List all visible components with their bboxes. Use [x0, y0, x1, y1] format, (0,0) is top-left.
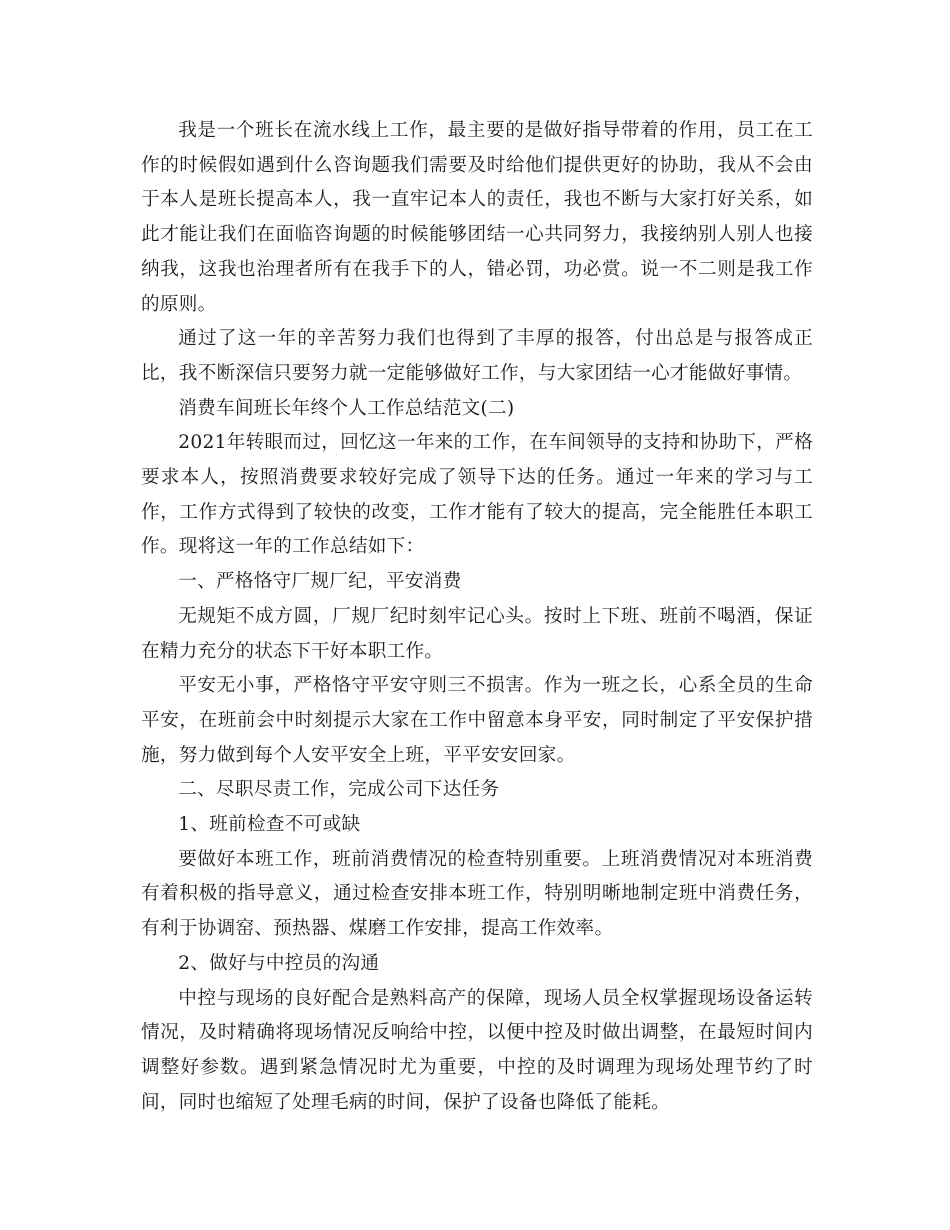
document-body	[141, 114, 813, 1120]
subheading-pre-shift-check: 1、班前检查不可或缺	[178, 814, 361, 836]
paragraph-result: 通过了这一年的辛苦努力我们也得到了丰厚的报答，付出总是与报答成正比，我不断深信只要努力就一定能够做好工作，与大家团结一心才能做好事情。	[141, 328, 813, 384]
paragraph-rules: 无规矩不成方圆，厂规厂纪时刻牢记心头。按时上下班、班前不喝酒，保证在精力充分的状态下干好本职工作。	[141, 605, 813, 662]
paragraph-intro: 我是一个班长在流水线上工作，最主要的是做好指导带着的作用，员工在工作的时候假如遇到什么咨询题我们需要及时给他们提供更好的协助，我从不会由于本人是班长提高本人，我一直牢记本人的责任，我也不断与大家打好关系，如此才能让我们在面临咨询题的时候能够团结一心共同努力，我接纳别人别人也接纳我，这我也治理者所有在我手下的人，错必罚，功必赏。说一不二则是我工作的原则。	[141, 120, 813, 315]
paragraph-communication: 中控与现场的良好配合是熟料高产的保障，现场人员全权掌握现场设备运转情况，及时精确将现场情况反响给中控，以便中控及时做出调整，在最短时间内调整好参数。遇到紧急情况时尤为重要，中控的及时调理为现场处理节约了时间，同时也缩短了处理毛病的时间，保护了设备也降低了能耗。	[141, 987, 813, 1113]
heading-safety: 一、严格恪守厂规厂纪，平安消费	[178, 571, 462, 593]
heading-duty: 二、尽职尽责工作，完成公司下达任务	[178, 779, 500, 801]
subheading-communication: 2、做好与中控员的沟通	[178, 952, 380, 974]
section-title: 消费车间班长年终个人工作总结范文(二)	[178, 397, 515, 419]
paragraph-pre-shift-check: 要做好本班工作，班前消费情况的检查特别重要。上班消费情况对本班消费有着积极的指导意义，通过检查安排本班工作，特别明晰地制定班中消费任务，有利于协调窑、预热器、煤磨工作安排，提高工作效率。	[141, 848, 813, 940]
paragraph-safety: 平安无小事，严格恪守平安守则三不损害。作为一班之长，心系全员的生命平安，在班前会中时刻提示大家在工作中留意本身平安，同时制定了平安保护措施，努力做到每个人安平安全上班，平平安安回家。	[141, 675, 813, 766]
paragraph-year-review: 2021年转眼而过，回忆这一年来的工作，在车间领导的支持和协助下，严格要求本人，按照消费要求较好完成了领导下达的任务。通过一年来的学习与工作，工作方式得到了较快的改变，工作才能有了较大的提高，完全能胜任本职工作。现将这一年的工作总结如下：	[141, 432, 813, 558]
